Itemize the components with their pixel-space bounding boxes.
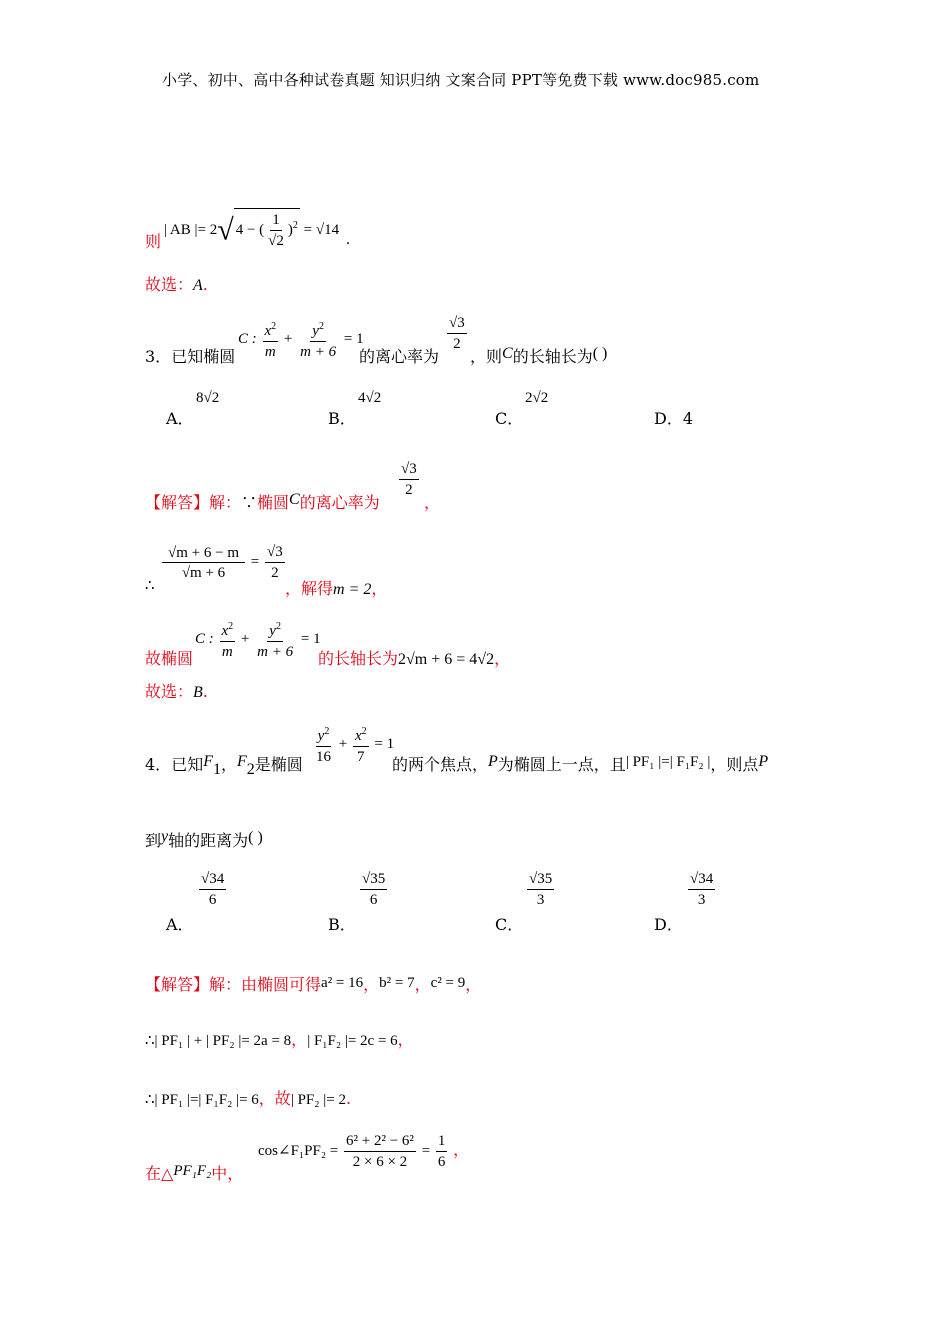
therefore-1: ∴ <box>145 578 155 594</box>
q4-paren: ( ) <box>248 829 263 846</box>
q4-cos-formula <box>258 1132 469 1171</box>
q3-ratio: $\frac{√m + 6 - m}{√m + 6}$ = $\frac{√3}{2}$ <box>160 543 287 582</box>
q3-text-2: 的离心率为 <box>359 347 440 366</box>
q4-res-num: 1 <box>436 1132 448 1152</box>
q4-t7: 轴的距离为 <box>168 831 249 850</box>
q3-end: . <box>202 682 208 701</box>
q3-ecc <box>445 314 469 353</box>
jiede: ，解得 <box>285 579 334 598</box>
answer-value: A <box>193 277 203 294</box>
q4-c-den: 3 <box>536 892 545 908</box>
q4-eq-one: = 1 <box>374 735 395 752</box>
q4-option-b-val <box>358 870 389 909</box>
ratio-rhs-den: 2 <box>271 565 279 581</box>
q3-ellipse-formula: C : $\frac{x^2}{m}$ + $\frac{y^2}{m + 6}$ = 1 <box>238 318 364 361</box>
period-1: . <box>346 231 350 248</box>
q3-answer <box>145 679 208 702</box>
q4-res-den: 6 <box>437 1154 446 1170</box>
q4-final-comma: ， <box>453 1141 470 1159</box>
q4-t4: 为椭圆上一点，且 <box>497 755 626 774</box>
square: 2 <box>292 219 298 231</box>
q4-tri-name: PF₁F₂ <box>173 1163 212 1179</box>
q3-text-1: 已知椭圆 <box>171 347 236 366</box>
q4-stem-2 <box>392 752 768 775</box>
gu-y: y <box>269 623 276 639</box>
q4-x: x <box>354 728 362 744</box>
ab-rhs: = √14 <box>303 221 340 238</box>
q4-cos-eq: = <box>421 1142 431 1159</box>
q4-line3b: | PF₂ |= 2 <box>290 1092 346 1108</box>
q4-P: P <box>488 753 498 770</box>
q4-option-c[interactable]: C． <box>495 915 524 934</box>
because: ∵ <box>241 493 258 512</box>
q4-b-den: 6 <box>369 892 378 908</box>
q4-ellipse: $\frac{y^2}{16}$ + $\frac{x^2}{7}$ = 1 <box>312 723 394 766</box>
ecc-num: √3 <box>447 314 467 334</box>
sol-frac-sqrt3-2 <box>399 460 419 499</box>
q4-option-d[interactable]: D． <box>654 915 683 934</box>
q4-P2: P <box>758 753 769 770</box>
q4-line3a: ∴| PF₁ |=| F₁F₂ |= 6 <box>145 1092 259 1108</box>
frac-y2-m6: $\frac{y^2}{m + 6}$ <box>298 318 338 361</box>
q3-option-c-val: 2√2 <box>525 390 549 406</box>
q4-cos-den: 2 × 6 × 2 <box>352 1154 408 1170</box>
m-eq-2: m = 2 <box>333 581 372 598</box>
q3-gu-line: 故椭圆 <box>145 649 194 668</box>
sol-C: C <box>289 491 300 508</box>
gu-frac-y2-m6: $\frac{y^2}{m + 6}$ <box>255 618 295 661</box>
sqrt-symbol: √ <box>217 213 234 247</box>
formula-ab <box>164 208 339 250</box>
q3-stem-start <box>145 344 235 367</box>
ratio-den: √m + 6 <box>181 564 226 581</box>
q3-gu-end <box>318 646 510 669</box>
ze-label: 则 <box>145 232 162 251</box>
q4-line2b: | F₁F₂ |= 2c = 6 <box>307 1033 398 1049</box>
m6-var: m + 6 <box>300 344 337 360</box>
q3-number: 3． <box>145 347 172 366</box>
q3-solve <box>285 576 387 599</box>
q3-paren: ( ) <box>592 345 608 362</box>
under-root: 4 − ( <box>235 221 265 238</box>
q4-cos-frac <box>344 1132 416 1171</box>
frac-1-sqrt2 <box>266 211 286 250</box>
q4-a2: a² = 16 <box>321 975 364 991</box>
gu2: 的长轴长为 <box>318 649 399 668</box>
q4-a-den: 6 <box>208 892 217 908</box>
q3-t4: 的长轴长为 <box>512 347 593 366</box>
q4-frac-y2-16: $\frac{y^2}{16}$ <box>314 723 333 766</box>
q4-y-axis: y <box>161 828 169 845</box>
q4-frac-x2-7: $\frac{x^2}{7}$ <box>353 723 369 766</box>
q4-option-d-val <box>686 870 717 909</box>
q4-F2: F <box>237 753 247 770</box>
q4-comma: ， <box>220 755 237 774</box>
frac-num: 1 <box>270 211 282 231</box>
sol-ecc-num: √3 <box>399 460 419 480</box>
eq-one: = 1 <box>343 330 364 347</box>
frac-x2-m: $\frac{x^2}{m}$ <box>263 318 279 361</box>
sol-t2: 的离心率为 <box>299 493 380 512</box>
q4-d-num: √34 <box>688 870 715 890</box>
gu-m: m <box>221 644 233 660</box>
ratio-rhs <box>265 543 285 582</box>
q4-16: 16 <box>316 749 331 765</box>
q3-ans: B <box>193 684 203 701</box>
frac-sqrt3-2 <box>447 314 467 353</box>
q4-stem <box>145 752 303 779</box>
q4-line3gu: ，故 <box>258 1089 291 1108</box>
q4-number: 4． <box>145 755 172 774</box>
q4-t6: 到 <box>145 831 162 850</box>
q3-option-b[interactable]: B． <box>328 409 356 428</box>
ratio-rhs-num: √3 <box>265 543 285 563</box>
q4-b2: b² = 7 <box>379 975 415 991</box>
q3-t3: ，则 <box>470 347 503 366</box>
answer-end: . <box>202 275 208 294</box>
sol-tag: 【解答】解： <box>145 493 242 512</box>
q3-guxuan: 故选： <box>145 682 194 701</box>
q4-F1: F <box>203 753 213 770</box>
q4-b-num: √35 <box>360 870 387 890</box>
gu-eq-one: = 1 <box>300 630 321 647</box>
sol-t1: 椭圆 <box>257 493 290 512</box>
q4-res-frac <box>436 1132 448 1171</box>
q4-solution-line3 <box>145 1086 351 1109</box>
q4-line3end: . <box>345 1089 352 1108</box>
q4-c2: c² = 9 <box>430 975 466 991</box>
gu-x: x <box>221 623 229 639</box>
q3-solution-line1 <box>145 490 380 513</box>
q4-cos-num: 6² + 2² − 6² <box>344 1132 416 1152</box>
q4-option-a[interactable]: A． <box>166 915 194 934</box>
x-var: x <box>264 323 272 339</box>
sol-comma-1: ， <box>424 493 441 512</box>
q4-sol-t1: 由椭圆可得 <box>241 975 322 994</box>
ratio-num: √m + 6 − m <box>162 544 245 563</box>
gu-m6: m + 6 <box>257 644 294 660</box>
q4-option-c-val <box>525 870 556 909</box>
gu-frac-x2-m: $\frac{x^2}{m}$ <box>220 618 236 661</box>
m-var: m <box>264 344 276 360</box>
page-header: 小学、初中、高中各种试卷真题 知识归纳 文案合同 PPT等免费下载 www.doc985.com <box>162 71 760 89</box>
q4-s1: 1 <box>212 761 221 779</box>
q4-line2a: ∴| PF₁ | + | PF₂ |= 2a = 8 <box>145 1033 292 1049</box>
q4-t3: 的两个焦点， <box>392 755 489 774</box>
q3-C: C <box>502 345 513 362</box>
q4-tri: 在△ <box>145 1164 174 1183</box>
q3-text-3 <box>470 344 607 367</box>
q4-a-num: √34 <box>199 870 226 890</box>
q4-7: 7 <box>357 749 365 765</box>
curve-label: C : <box>238 330 257 347</box>
q3-option-b-val: 4√2 <box>358 390 382 406</box>
ecc-den: 2 <box>453 336 461 352</box>
sol-ecc-den: 2 <box>405 482 413 498</box>
answer-1 <box>145 272 208 295</box>
close-paren: ) <box>287 221 293 238</box>
q4-c-num: √35 <box>527 870 554 890</box>
q3-option-d[interactable]: D．4 <box>654 409 694 428</box>
q4-cos: cos∠F₁PF₂ = <box>258 1142 339 1159</box>
answer-label: 故选： <box>145 275 194 294</box>
gu-curve: C : <box>195 630 214 647</box>
q4-stem-3 <box>145 828 263 851</box>
q3-option-a[interactable]: A． <box>166 409 194 428</box>
q4-cond: | PF₁ |=| F₁F₂ | <box>625 754 711 770</box>
q4-option-b[interactable]: B． <box>328 915 356 934</box>
q3-option-c[interactable]: C． <box>495 409 524 428</box>
comma-2: ， <box>371 579 388 598</box>
q4-zhong: 中， <box>211 1164 244 1183</box>
q3-option-a-val: 8√2 <box>196 390 220 406</box>
y-var: y <box>312 323 319 339</box>
ratio-frac <box>162 544 245 582</box>
q4-y: y <box>317 728 325 744</box>
q4-sol-tag: 【解答】解： <box>145 975 242 994</box>
sqrt-body <box>234 208 300 250</box>
q4-solution-line4 <box>145 1161 243 1184</box>
q4-t1: 已知 <box>171 755 204 774</box>
q3-sol-ecc <box>397 460 421 499</box>
frac-den: √2 <box>268 233 284 249</box>
q4-t5: ，则点 <box>710 755 759 774</box>
q4-t2: 是椭圆 <box>254 755 303 774</box>
q4-solution-line2: ∴| PF₁ | + | PF₂ |= 2a = 8，| F₁F₂ |= 2c = 6， <box>145 1030 414 1049</box>
gu-comma: ， <box>494 649 511 668</box>
q4-s2: 2 <box>246 761 255 779</box>
ab-lhs: | AB |= 2 <box>164 221 218 238</box>
q3-gu-formula: C : $\frac{x^2}{m}$ + $\frac{y^2}{m + 6}$ = 1 <box>195 618 321 661</box>
q4-option-a-val <box>197 870 228 909</box>
len-expr: 2√m + 6 = 4√2 <box>398 651 495 668</box>
q4-d-den: 3 <box>697 892 706 908</box>
q4-solution-line1: 【解答】解：由椭圆可得a² = 16，b² = 7，c² = 9， <box>145 975 482 994</box>
